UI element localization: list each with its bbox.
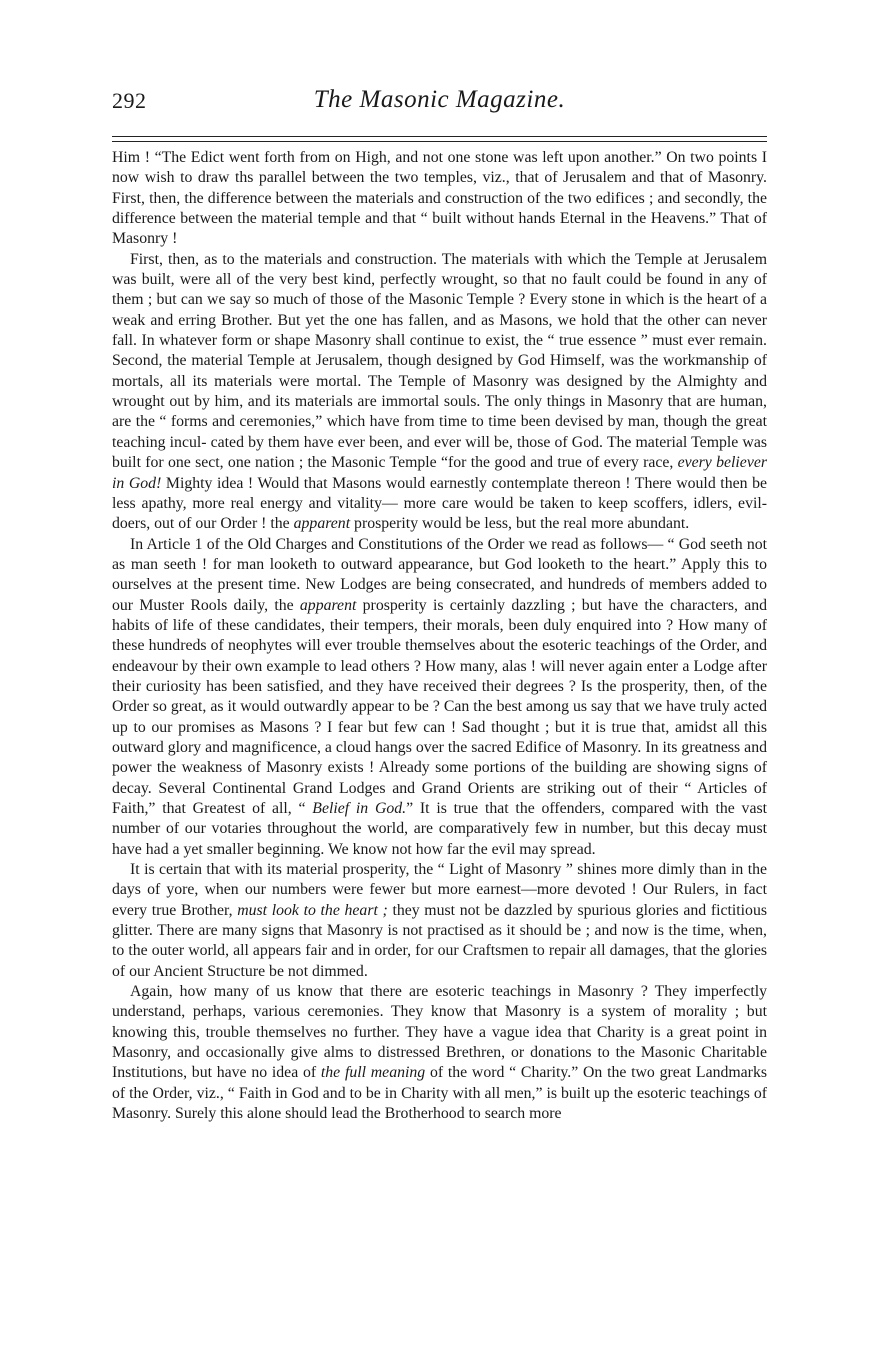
text-run: It is certain that with its material prosperity, the “ Light of Masonry ” shines more dimly than in the days of yore, when our numbers were fewer but more earnest—more devoted ! Our Rulers, in fact every true Brother,	[112, 861, 767, 919]
article-body	[112, 148, 767, 1125]
text-run: prosperity is certainly dazzling ; but have the characters, and habits of life of these candidates, their tempers, their morals, been duly enquired into ? How many of these hundreds of neophytes will ever trouble themselves about the esoteric teachings of the Order, and endeavour by their own example to lead others ? How many, alas ! will never again enter a Lodge after their curiosity has been satisfied, and they have received their degrees ? Is the prosperity, then, of the Order so great, as it would outwardly appear to be ? Can the best among us say that we have truly acted up to our promises as Masons ? I fear but few can ! Sad thought ; but it is true that, amidst all this outward glory and magnificence, a cloud hangs over the sacred Edifice of Masonry. In its greatness and power the weakness of Masonry exists ! Already some portions of the building are showing signs of decay. Several Continental Grand Lodges and Grand Orients are striking out of their “ Articles of Faith,” that Greatest of all, “	[112, 596, 768, 817]
text-run: Him ! “The Edict went forth from on High, and not one stone was left upon another.” On two points I now wish to draw ths parallel between the two temples, viz., that of Jerusalem and that of Masonry. First, then, the difference between the materials and construction of the two edifices ; and secondly, the difference between the material temple and that “ built without hands Eternal in the Heavens.” That of Masonry !	[112, 149, 767, 248]
page-number: 292	[112, 88, 147, 113]
italic-text: the full meaning	[320, 1064, 426, 1082]
paragraph	[112, 148, 767, 250]
text-run: ” It is true that the offenders, compared with the vast number of our votaries throughout the world, are comparatively few in number, but this decay must have had a yet smaller beginning. We know not how far the evil may spread.	[112, 800, 767, 858]
italic-text: every believer in God!	[112, 454, 767, 492]
italic-text: must look to the heart ;	[237, 901, 388, 919]
paragraph	[112, 860, 767, 982]
header-rule-bottom	[112, 141, 767, 142]
running-title: The Masonic Magazine.	[313, 86, 566, 113]
paragraph	[112, 250, 767, 535]
text-run: First, then, as to the materials and construction. The materials with which the Temple at Jerusalem was built, were all of the very best kind, perfectly wrought, so that no fault could be found in any of them ; but can we say so much of those of the Masonic Temple ? Every stone in which is the heart of a weak and erring Brother. But yet the one has fallen, and as Masons, we hold that the other can never fall. In whatever form or shape Masonry shall continue to exist, the “ true essence ” must ever remain. Second, the material Temple at Jerusalem, though designed by God Himself, was the workmanship of mortals, all its materials were mortal. The Temple of Masonry was designed by the Almighty and wrought out by him, and its materials are immortal souls. The only things in Masonry that are human, are the “ forms and ceremonies,” which have from time to time been devised by man, though the great teaching incul- cated by them have ever been, and ever will be, those of God. The material Temple was built for one sect, one nation ; the Masonic Temple “for the good and true of every race,	[112, 250, 767, 472]
text-run: prosperity would be less, but the real more abundant.	[350, 515, 690, 533]
italic-text: apparent	[299, 596, 357, 614]
text-run: they must not be dazzled by spurious glories and fictitious glitter. There are many signs that Masonry is not practised as it should be ; and now is the time, when, to the outer world, all appears fair and in order, for our Craftsmen to repair all damages, that the glories of our Ancient Structure be not dimmed.	[112, 901, 767, 980]
italic-text: Belief in God.	[312, 800, 407, 817]
paragraph	[112, 982, 767, 1124]
italic-text: apparent	[293, 515, 351, 533]
text-run: Again, how many of us know that there are esoteric teachings in Masonry ? They imperfectly understand, perhaps, various ceremonies. They know that Masonry is a system of morality ; but knowing this, trouble themselves no further. They have a vague idea that Charity is a great point in Masonry, and occasionally give alms to distressed Brethren, or donations to the Masonic Charitable Institutions, but have no idea of	[112, 983, 767, 1082]
text-run: In Article 1 of the Old Charges and Constitutions of the Order we read as follows— “ God seeth not as man seeth ! for man looketh to outward appearance, but God looketh to the heart.” Apply this to ourselves at the present time. New Lodges are being consecrated, and hundreds of members added to our Muster Rools daily, the	[112, 535, 767, 614]
page-header	[112, 86, 767, 126]
paragraph	[112, 535, 767, 861]
text-run: Mighty idea ! Would that Masons would earnestly contemplate thereon ! There would then be less apathy, more real energy and vitality— more care would be taken to keep scoffers, idlers, evil-doers, out of our Order ! the	[112, 474, 767, 533]
text-run: of the word “ Charity.” On the two great Landmarks of the Order, viz., “ Faith in God and to be in Charity with all men,” is built up the esoteric teachings of Masonry. Surely this alone should lead the Brotherhood to search more	[112, 1064, 767, 1123]
header-rule-top	[112, 136, 767, 137]
